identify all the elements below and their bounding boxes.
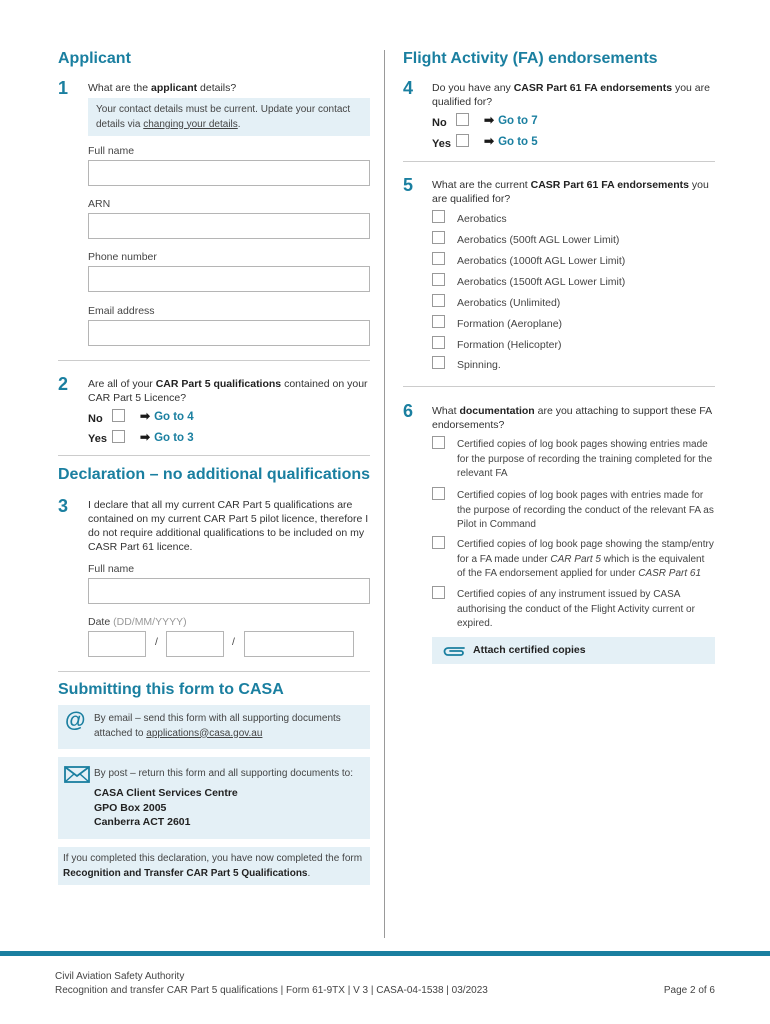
arrow-right-icon: ➡ bbox=[484, 113, 495, 127]
date-month-input[interactable] bbox=[166, 631, 224, 657]
doc-checkbox-casa-instrument[interactable] bbox=[432, 586, 445, 599]
phone-number-input[interactable] bbox=[88, 266, 370, 292]
doc-checkbox-stamp-entry[interactable] bbox=[432, 536, 445, 549]
contact-details-info-box: Your contact details must be current. Update your contact details via changing your details. bbox=[88, 98, 370, 136]
doc-option-label: Certified copies of log book pages with entries made for the purpose of recording the conduct of the relevant FA as Pilot in Command bbox=[457, 490, 714, 530]
q4-yes-checkbox[interactable] bbox=[456, 134, 469, 147]
email-address-label: Email address bbox=[88, 305, 155, 317]
envelope-icon bbox=[64, 766, 90, 783]
question-number-6: 6 bbox=[403, 401, 414, 421]
question-2-text: Are all of your CAR Part 5 qualifications contained on your CAR Part 5 Licence? bbox=[88, 378, 368, 404]
declaration-full-name-label: Full name bbox=[88, 563, 135, 575]
doc-option-label: Certified copies of log book page showing the stamp/entry for a FA made under CAR Part 5 which is the equivalent of the FA endorsement applied for under CASR Part 61 bbox=[457, 539, 714, 579]
q2-no-label: No bbox=[88, 413, 103, 425]
divider bbox=[403, 161, 715, 162]
applicant-heading: Applicant bbox=[58, 50, 131, 67]
endorsement-checkbox-aerobatics-1500[interactable] bbox=[432, 273, 445, 286]
date-separator: / bbox=[232, 636, 235, 648]
applications-email-link[interactable]: applications@casa.gov.au bbox=[146, 727, 263, 739]
postal-address: CASA Client Services Centre GPO Box 2005 Canberra ACT 2601 bbox=[94, 787, 238, 828]
endorsement-checkbox-spinning[interactable] bbox=[432, 356, 445, 369]
email-address-input[interactable] bbox=[88, 320, 370, 346]
question-number-2: 2 bbox=[58, 374, 69, 394]
q4-no-checkbox[interactable] bbox=[456, 113, 469, 126]
applicant-full-name-input[interactable] bbox=[88, 160, 370, 186]
doc-checkbox-pic-logbook[interactable] bbox=[432, 487, 445, 500]
column-divider bbox=[384, 50, 385, 938]
endorsement-label: Formation (Aeroplane) bbox=[457, 318, 563, 330]
full-name-label: Full name bbox=[88, 145, 135, 157]
endorsement-label: Aerobatics (1500ft AGL Lower Limit) bbox=[457, 276, 626, 288]
date-separator: / bbox=[155, 636, 158, 648]
question-number-4: 4 bbox=[403, 78, 414, 98]
endorsement-label: Aerobatics bbox=[457, 213, 507, 225]
endorsement-label: Formation (Helicopter) bbox=[457, 339, 562, 351]
divider bbox=[58, 671, 370, 672]
q2-yes-label: Yes bbox=[88, 433, 107, 445]
arn-input[interactable] bbox=[88, 213, 370, 239]
endorsement-label: Aerobatics (500ft AGL Lower Limit) bbox=[457, 234, 620, 246]
footer-org: Civil Aviation Safety Authority bbox=[55, 971, 185, 982]
question-4-text: Do you have any CASR Part 61 FA endorsements you are qualified for? bbox=[432, 82, 710, 108]
email-submit-box bbox=[58, 705, 370, 749]
endorsement-checkbox-aerobatics[interactable] bbox=[432, 210, 445, 223]
paperclip-icon bbox=[440, 644, 466, 657]
post-submit-box bbox=[58, 757, 370, 839]
email-submit-text: By email – send this form with all supporting documents attached to applications@casa.gov.au bbox=[94, 713, 341, 739]
doc-checkbox-training-logbook[interactable] bbox=[432, 436, 445, 449]
arrow-right-icon: ➡ bbox=[484, 134, 495, 148]
submitting-heading: Submitting this form to CASA bbox=[58, 681, 284, 698]
q2-yes-goto: ➡ Go to 3 bbox=[140, 430, 194, 444]
divider bbox=[403, 386, 715, 387]
divider bbox=[58, 455, 370, 456]
doc-option-label: Certified copies of log book pages showing entries made for the purpose of recording the training completed for the relevant FA bbox=[457, 439, 713, 479]
q2-yes-checkbox[interactable] bbox=[112, 430, 125, 443]
completed-info-box: If you completed this declaration, you have now completed the form Recognition and Transfer CAR Part 5 Qualifications. bbox=[58, 847, 370, 885]
endorsement-checkbox-formation-helicopter[interactable] bbox=[432, 336, 445, 349]
question-6-text: What documentation are you attaching to support these FA endorsements? bbox=[432, 405, 712, 431]
arrow-right-icon: ➡ bbox=[140, 430, 151, 444]
date-day-input[interactable] bbox=[88, 631, 146, 657]
q4-no-label: No bbox=[432, 117, 447, 129]
divider bbox=[58, 360, 370, 361]
declaration-text: I declare that all my current CAR Part 5 qualifications are contained on my current CAR Part 5 pilot licence, therefore I do not require additional qualifications to be included on my CASR Part 61 licence. bbox=[88, 499, 369, 553]
q4-yes-goto: ➡ Go to 5 bbox=[484, 134, 538, 148]
footer-bar bbox=[0, 951, 770, 956]
q2-no-checkbox[interactable] bbox=[112, 409, 125, 422]
endorsement-label: Spinning. bbox=[457, 359, 501, 371]
question-number-5: 5 bbox=[403, 175, 414, 195]
declaration-heading: Declaration – no additional qualifications bbox=[58, 466, 371, 483]
changing-details-link[interactable]: changing your details bbox=[143, 118, 238, 130]
post-submit-text: By post – return this form and all supporting documents to: bbox=[94, 768, 354, 779]
arrow-right-icon: ➡ bbox=[140, 409, 151, 423]
question-number-3: 3 bbox=[58, 496, 69, 516]
arn-label: ARN bbox=[88, 198, 111, 210]
q2-no-goto: ➡ Go to 4 bbox=[140, 409, 194, 423]
question-number-1: 1 bbox=[58, 78, 69, 98]
question-1-text: What are the applicant details? bbox=[88, 82, 237, 94]
endorsement-checkbox-aerobatics-unlimited[interactable] bbox=[432, 294, 445, 307]
at-sign-icon: @ bbox=[65, 709, 86, 732]
endorsement-checkbox-aerobatics-500[interactable] bbox=[432, 231, 445, 244]
phone-number-label: Phone number bbox=[88, 251, 157, 263]
attach-copies-button[interactable] bbox=[432, 637, 715, 664]
footer-page-number: Page 2 of 6 bbox=[663, 985, 715, 996]
question-5-text: What are the current CASR Part 61 FA endorsements you are qualified for? bbox=[432, 179, 709, 205]
date-label: Date (DD/MM/YYYY) bbox=[88, 616, 187, 628]
footer-form-info: Recognition and transfer CAR Part 5 qualifications | Form 61-9TX | V 3 | CASA-04-1538 | 03/2023 bbox=[55, 985, 488, 996]
endorsement-checkbox-aerobatics-1000[interactable] bbox=[432, 252, 445, 265]
declaration-full-name-input[interactable] bbox=[88, 578, 370, 604]
date-year-input[interactable] bbox=[244, 631, 354, 657]
q4-no-goto: ➡ Go to 7 bbox=[484, 113, 538, 127]
endorsement-label: Aerobatics (Unlimited) bbox=[457, 297, 561, 309]
attach-copies-label: Attach certified copies bbox=[473, 644, 586, 656]
endorsement-checkbox-formation-aeroplane[interactable] bbox=[432, 315, 445, 328]
doc-option-label: Certified copies of any instrument issued by CASA authorising the conduct of the Flight Activity current or expired. bbox=[457, 589, 695, 629]
q4-yes-label: Yes bbox=[432, 138, 451, 150]
flight-activity-heading: Flight Activity (FA) endorsements bbox=[403, 50, 658, 67]
endorsement-label: Aerobatics (1000ft AGL Lower Limit) bbox=[457, 255, 626, 267]
